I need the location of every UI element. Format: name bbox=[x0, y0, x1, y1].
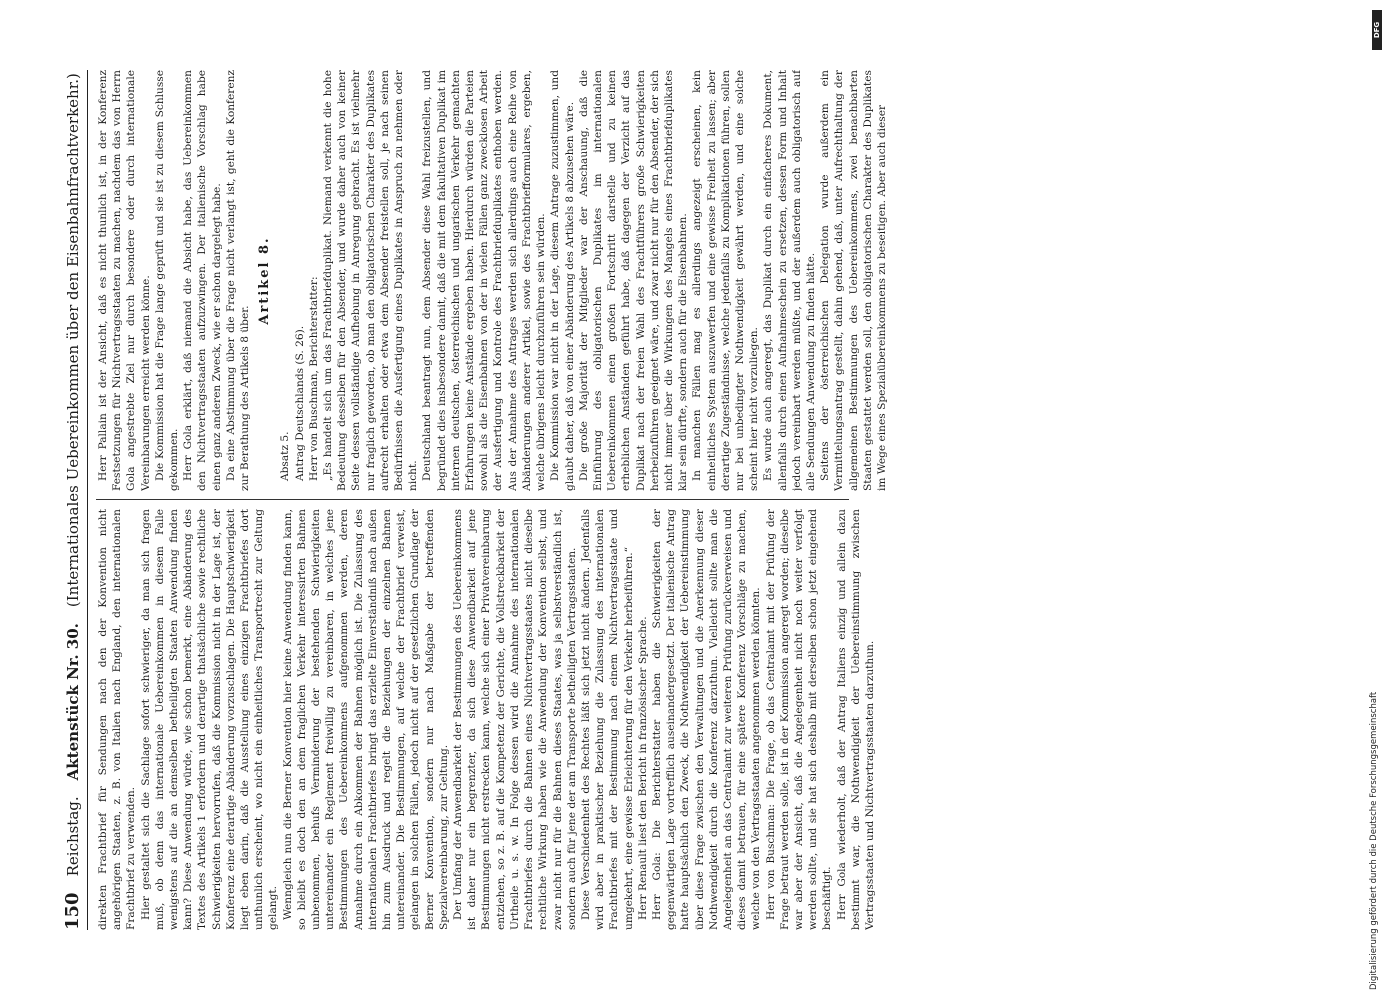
paragraph: Da eine Abstimmung über die Frage nicht verlangt ist, geht die Konferenz zur Berathung des Artikels 8 über. bbox=[224, 70, 252, 491]
paragraph: Es wurde auch angeregt, das Duplikat durch ein einfacheres Dokument, allenfalls durch einen Aufnahmeschein zu ersetzen, dessen Form und Inhalt jedoch vereinbart werden müßte, und der außerdem auch obligatorisch auf alle Sendungen Anwendung zu finden hätte. bbox=[762, 70, 817, 491]
paragraph: Der Umfang der Anwendbarkeit der Bestimmungen des Uebereinkommens ist daher nur ein begrenzter, da sich diese Anwendbarkeit auf jene Bestimmungen nicht erstrecken kann, welche sich einer Privatvereinbarung entziehen, so z. B. auf die Kompetenz der Gerichte, die Vollstreckbarkeit der Urtheile u. s. w. In Folge dessen wird die Annahme des internationalen Frachtbriefes durch die Bahnen eines Nichtvertragsstaates nicht dieselbe rechtliche Wirkung haben wie die Anwendung der Konvention selbst, und zwar nicht nur für die Bahnen dieses Staates, was ja selbstverständlich ist, sondern auch für jene der am Transporte betheiligten Vertragsstaaten. bbox=[452, 509, 578, 930]
page-header bbox=[62, 70, 88, 930]
dfg-logo bbox=[1372, 10, 1382, 50]
paragraph: Herr Renault liest den Bericht in französischer Sprache. bbox=[636, 616, 649, 920]
header-title: (Internationales Uebereinkommen über den Eisenbahnfrachtverkehr.) bbox=[64, 73, 82, 608]
text-columns bbox=[96, 70, 889, 930]
paragraph: Wenngleich nun die Berner Konvention hier keine Anwendung finden kann, so bleibt es doch den an dem fraglichen Verkehr interessirten Bahnen unbenommen, behufs Verminderung der bestehenden Schwierigkeiten untereinander ein Reglement freiwillig zu vereinbaren, in welches jene Bestimmungen des Uebereinkommens aufgenommen werden, deren Annahme durch ein Abkommen der Bahnen möglich ist. Die Zulassung des internationalen Frachtbriefes bringt das erzielte Einverständniß nach außen hin zum Ausdruck und regelt die Beziehungen der einzelnen Bahnen untereinander. Die Bestimmungen, auf welche der Frachtbrief verweist, gelangen in solchen Fällen, jedoch nicht auf der gesetzlichen Grundlage der Berner Konvention, sondern nur nach Maßgabe der betreffenden Spezialvereinbarung, zur Geltung. bbox=[281, 509, 450, 930]
paragraph: Hier gestaltet sich die Sachlage sofort schwieriger, da man sich fragen muß, ob denn das internationale Uebereinkommen in diesem Falle wenigstens auf die an demselben betheiligten Staaten Anwendung finden kann? Diese Anwendung würde, wie schon bemerkt, eine Abänderung des Textes des Artikels 1 erfordern und derartige thatsächliche sowie rechtliche Schwierigkeiten hervorrufen, daß die Kommission nicht in der Lage ist, der Konferenz eine derartige Abänderung vorzuschlagen. Die Hauptschwierigkeit liegt eben darin, daß die Ausstellung eines einzigen Frachtbriefes dort unthunlich erscheint, wo nicht ein einheitliches Transportrecht zur Geltung gelangt. bbox=[139, 509, 280, 930]
left-column bbox=[96, 509, 889, 930]
paragraph: In manchen Fällen mag es allerdings angezeigt erscheinen, kein einheitliches System auszuwerfen und eine gewisse Freiheit zu lassen; aber derartige Zugeständnisse, welche jedenfalls zu Komplikationen führen, sollen nur bei unbedingter Nothwendigkeit gewährt werden, und eine solche scheint hier nicht vorzuliegen. bbox=[691, 70, 761, 491]
paragraph: Absatz 5. bbox=[279, 431, 292, 481]
article-heading: Artikel 8. bbox=[257, 236, 273, 325]
paragraph: direkten Frachtbrief für Sendungen nach den der Konvention nicht angehörigen Staaten, z. B. von Italien nach England, den internationalen Frachtbrief zu verwenden. bbox=[97, 509, 138, 930]
paragraph: Herr Gola wiederholt, daß der Antrag Italiens einzig und allein dazu bestimmt war, die Nothwendigkeit der Uebereinstimmung zwischen Vertragsstaaten und Nichtvertragsstaaten darzuthun. bbox=[835, 509, 876, 930]
paragraph: Die große Majorität der Mitglieder war der Anschauung, daß die Einführung des obligatorischen Duplikates im internationalen Uebereinkommen einen großen Fortschritt darstelle und zu keinen erheblichen Anständen geführt habe, daß dagegen der Verzicht auf das Duplikat nach der freien Wahl des Frachtführers große Schwierigkeiten herbeizuführen geeignet wäre, und zwar nicht nur für den Absender, der sich nicht immer über die Wirkungen des Mangels eines Frachtbriefduplikates klar sein dürfte, sondern auch für die Eisenbahnen. bbox=[577, 70, 690, 491]
paragraph: Die Kommission hat die Frage lange geprüft und sie ist zu diesem Schlusse gekommen. bbox=[153, 70, 181, 491]
right-column bbox=[96, 70, 889, 491]
paragraph: Seitens der österreichischen Delegation wurde außerdem ein Vermittelungsantrag gestellt, dahin gehend, daß, unter Aufrechthaltung der allgemeinen Bestimmungen des Uebereinkommens, zwei benachbarten Staaten gestattet werden soll, den obligatorischen Charakter des Duplikates im Wege eines Spezialübereinkommens zu beseitigen. Aber auch dieser bbox=[819, 70, 888, 491]
paragraph: Herr Pallain ist der Ansicht, daß es nicht thunlich ist, in der Konferenz Festsetzungen für Nichtvertragsstaaten zu machen, nachdem das von Herrn Gola angestrebte Ziel nur durch besondere oder durch internationale Vereinbarungen erreicht werden könne. bbox=[97, 70, 152, 491]
digitization-caption-text: Digitalisierung gefördert durch die Deutsche Forschungsgemeinschaft bbox=[1369, 691, 1379, 990]
paragraph: Deutschland beantragt nun, dem Absender diese Wahl freizustellen, und begründet dies insbesondere damit, daß die mit dem fakultativen Duplikat im internen deutschen, österreichischen und ungarischen Verkehr gemachten Erfahrungen keine Anstände ergeben haben. Hierdurch würden die Parteien sowohl als die Eisenbahnen von der in vielen Fällen ganz zwecklosen Arbeit der Ausfertigung und Kontrole des Frachtbriefduplikates enthoben werden. Aus der Annahme des Antrages werden sich allerdings auch eine Reihe von Abänderungen anderer Artikel, sowie des Frachtbriefformulares, ergeben, welche übrigens leicht durchzuführen sein würden. bbox=[421, 70, 548, 491]
page-number: 150 bbox=[62, 892, 83, 930]
header-document-number: Aktenstück Nr. 30. bbox=[64, 623, 82, 781]
paragraph: Herr von Buschman, Berichterstatter: bbox=[307, 276, 320, 481]
digitization-caption bbox=[1359, 0, 1383, 1000]
paragraph: Herr Gola: Die Berichterstatter haben die Schwierigkeiten der gegenwärtigen Lage vortrefflich auseinandergesetzt. Der italienische Antrag hatte hauptsächlich den Zweck, die Nothwendigkeit der Uebereinstimmung über diese Frage zwischen den Verwaltungen und die Anerkennung dieser Nothwendigkeit durch die Konferenz darzuthun. Vielleicht sollte man die Angelegenheit an das Centralamt zur weiteren Prüfung zurückverweisen und dieses damit betrauen, für eine spätere Konferenz Vorschläge zu machen, welche von den Vertragsstaaten angenommen werden könnten. bbox=[650, 509, 763, 930]
paragraph: Herr Gola erklärt, daß niemand die Absicht habe, das Uebereinkommen den Nichtvertragsstaaten aufzuzwingen. Der italienische Vorschlag habe einen ganz anderen Zweck, wie er schon dargelegt habe. bbox=[182, 70, 223, 491]
paragraph: Die Kommission war nicht in der Lage, diesem Antrage zuzustimmen, und glaubt daher, daß von einer Abänderung des Artikels 8 abzusehen wäre. bbox=[549, 70, 576, 491]
header-reichstag: Reichstag. bbox=[64, 796, 82, 877]
paragraph: Antrag Deutschlands (S. 26). bbox=[293, 325, 306, 481]
paragraph: „Es handelt sich um das Frachtbriefduplikat. Niemand verkennt die hohe Bedeutung desselben für den Absender, und wurde daher auch von keiner Seite dessen vollständige Aufhebung in Anregung gebracht. Es ist vielmehr nur fraglich geworden, ob man den obligatorischen Charakter des Duplikates aufrecht erhalten oder etwa dem Absender freistellen soll, je nach seinen Bedürfnissen die Ausfertigung eines Duplikates in Anspruch zu nehmen oder nicht. bbox=[322, 70, 420, 491]
paragraph: Herr von Buschman: Die Frage, ob das Centralamt mit der Prüfung der Frage betraut werden solle, ist in der Kommission angeregt worden; dieselbe war aber der Ansicht, daß die Angelegenheit nicht noch weiter verfolgt werden sollte, und sie hat sich deshalb mit derselben schon jetzt eingehend beschäftigt. bbox=[764, 509, 834, 930]
dfg-logo-text: DFG bbox=[1373, 21, 1381, 39]
paragraph: Diese Verschiedenheit des Rechtes läßt sich jetzt nicht ändern. Jedenfalls wird aber in praktischer Beziehung die Zulassung des internationalen Frachtbriefes mit der Bestimmung nach einem Nichtvertragsstaate und umgekehrt, eine gewisse Erleichterung für den Verkehr herbeiführen.“ bbox=[579, 509, 635, 930]
